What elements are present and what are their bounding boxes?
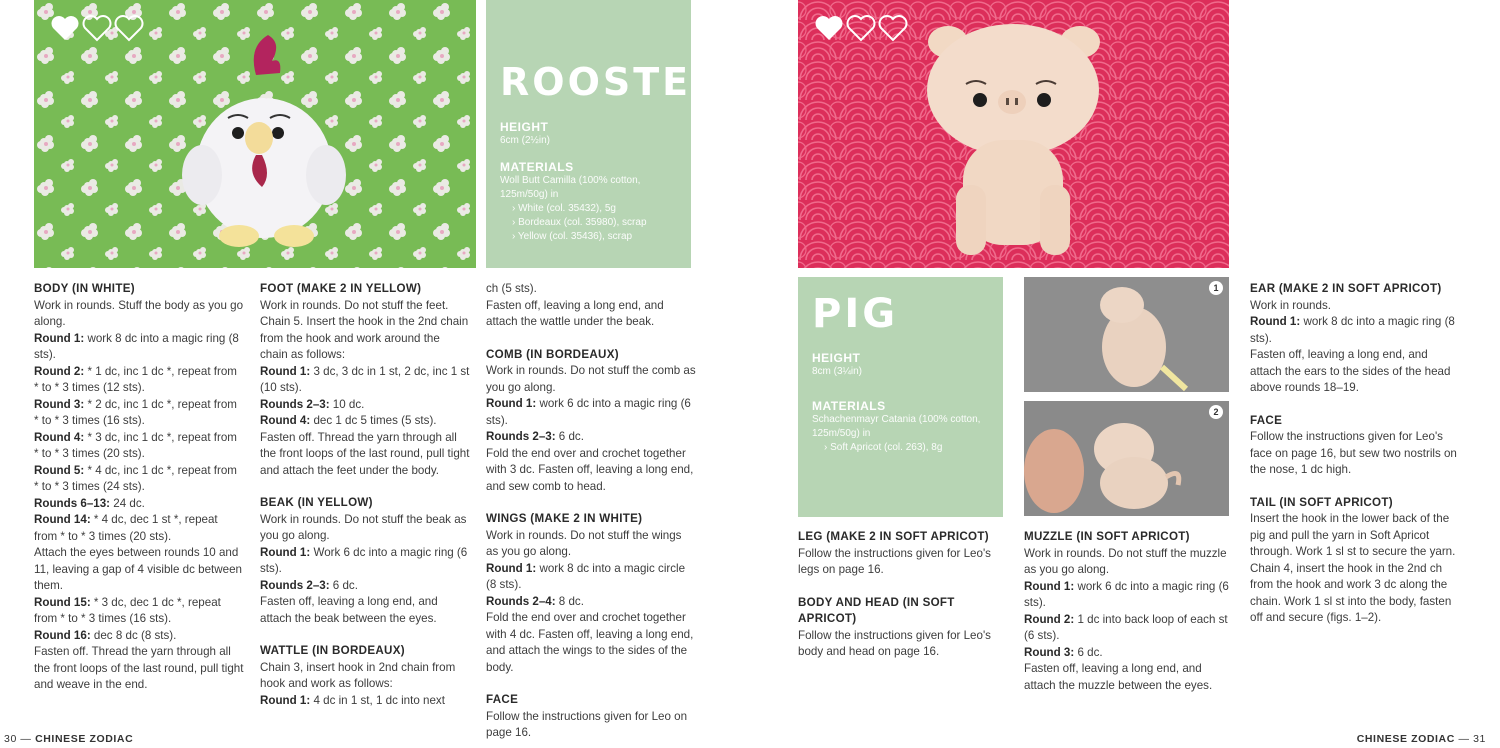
round-instruction: Round 14: * 4 dc, dec 1 st *, repeat from * to * 3 times (20 sts). [34, 513, 218, 543]
instruction-text: Fasten off. Thread the yarn through all the front loops of the last round, pull tight and weave in the end. [34, 645, 244, 691]
instruction-text: Attach the eyes between rounds 10 and 11, leaving a gap of 4 visible dc between them. [34, 546, 242, 592]
materials-label: MATERIALS [812, 399, 886, 413]
instruction-text: Work in rounds. Do not stuff the muzzle as you go along. [1024, 546, 1227, 576]
section-heading: COMB (IN BORDEAUX) [486, 347, 619, 361]
round-instruction: Rounds 2–3: 6 dc. [260, 578, 358, 592]
instruction-text: Fold the end over and crochet together with 3 dc. Fasten off, leaving a long end, and sew comb to head. [486, 446, 694, 493]
round-instruction: Round 1: work 6 dc into a magic ring (6 sts). [1024, 579, 1229, 609]
heart-outline-icon [878, 14, 908, 42]
figure-2 [1024, 401, 1229, 516]
round-instruction: Round 1: work 8 dc into a magic circle (8 sts). [486, 561, 686, 591]
round-instruction: Round 1: work 6 dc into a magic ring (6 sts). [486, 397, 691, 427]
section-heading: LEG (MAKE 2 IN SOFT APRICOT) [798, 530, 989, 543]
instruction-text: Work in rounds. Do not stuff the comb as you go along. [486, 364, 696, 394]
materials-list [812, 441, 989, 455]
round-instruction: Rounds 2–3: 10 dc. [260, 397, 365, 411]
instruction-text: Fold the end over and crochet together with 4 dc. Fasten off, leaving a long end, and attach the wings to the sides of the body. [486, 611, 694, 674]
round-instruction: Round 16: dec 8 dc (8 sts). [34, 628, 177, 642]
pig-tail-finished-photo [1024, 401, 1229, 516]
height-label: HEIGHT [812, 351, 861, 365]
heart-outline-icon [114, 14, 144, 42]
instruction-text: Fasten off, leaving a long end, and attach the wattle under the beak. [486, 298, 664, 328]
difficulty-hearts [50, 14, 144, 42]
instruction-text: Work in rounds. [1250, 298, 1331, 312]
instructions-column-3 [486, 281, 696, 742]
page-footer-left [4, 733, 133, 745]
round-instruction: Round 1: Work 6 dc into a magic ring (6 sts). [260, 545, 468, 575]
section-heading: FACE [1250, 413, 1283, 427]
section-heading: BODY AND HEAD (IN SOFT APRICOT) [798, 595, 955, 625]
instruction-text: Insert the hook in the lower back of the pig and pull the yarn in Soft Apricot through. Work 1 sl st to secure the yarn. Chain 4, insert the hook in the 2nd ch from the hook and work 3 dc along the chain. Work 1 sl st into the body, fasten off and secure (figs. 1–2). [1250, 512, 1456, 624]
round-instruction: Rounds 2–3: 6 dc. [486, 430, 584, 443]
section-heading: FACE [486, 693, 519, 706]
instructions-column-1 [34, 281, 244, 694]
instruction-text: Work in rounds. Do not stuff the wings as you go along. [486, 528, 682, 558]
instruction-text: Fasten off, leaving a long end, and attach the ears to the sides of the head above rounds 18–19. [1250, 348, 1451, 394]
pig-photo [798, 0, 1229, 268]
section-heading: WATTLE (IN BORDEAUX) [260, 644, 405, 657]
height-label: HEIGHT [500, 120, 549, 134]
figure-1 [1024, 277, 1229, 392]
round-instruction: Round 15: * 3 dc, dec 1 dc *, repeat from * to * 3 times (16 sts). [34, 595, 221, 625]
materials-list [500, 202, 677, 244]
pig-tail-step-photo [1024, 277, 1229, 392]
height-value: 6cm (2½in) [500, 135, 551, 146]
materials-item: › Yellow (col. 35436), scrap [512, 231, 633, 242]
section-name: CHINESE ZODIAC [35, 733, 134, 745]
section-name: CHINESE ZODIAC [1356, 733, 1455, 745]
figure-number: 2 [1209, 405, 1223, 419]
materials-item: › Bordeaux (col. 35980), scrap [512, 217, 647, 228]
instructions-column-6 [1250, 281, 1460, 627]
round-instruction: Round 2: 1 dc into back loop of each st (6 sts). [1024, 612, 1228, 642]
section-heading: BODY (IN WHITE) [34, 282, 135, 295]
project-title: ROOSTER [500, 60, 724, 104]
materials-label: MATERIALS [500, 160, 574, 174]
pig-info-box [798, 277, 1003, 517]
instruction-text: Follow the instructions given for Leo on page 16. [486, 709, 688, 739]
instruction-text: Chain 3, insert hook in 2nd chain from hook and work as follows: [260, 660, 456, 690]
difficulty-hearts [814, 14, 908, 42]
section-heading: WINGS (MAKE 2 IN WHITE) [486, 512, 643, 525]
instruction-text: Work in rounds. Stuff the body as you go along. [34, 298, 244, 328]
instruction-text: Work in rounds. Do not stuff the feet. Chain 5. Insert the hook in the 2nd chain from the hook and work around the chain as follows: [260, 298, 469, 361]
round-instruction: Round 3: 6 dc. [1024, 645, 1103, 659]
materials-item: › Soft Apricot (col. 263), 8g [824, 442, 943, 453]
instruction-text: ch (5 sts). [486, 282, 537, 295]
section-heading: BEAK (IN YELLOW) [260, 496, 373, 509]
page-number: 30 [4, 733, 17, 745]
project-title: PIG [812, 291, 899, 337]
materials-item: › White (col. 35432), 5g [512, 203, 616, 214]
round-instruction: Rounds 2–4: 8 dc. [486, 594, 584, 608]
instruction-text: Follow the instructions given for Leo's body and head on page 16. [798, 628, 991, 658]
round-instruction: Round 1: work 8 dc into a magic ring (8 sts). [34, 331, 239, 361]
round-instruction: Round 1: 3 dc, 3 dc in 1 st, 2 dc, inc 1 st (10 sts). [260, 364, 470, 394]
materials-intro: Schachenmayr Catania (100% cotton, 125m/50g) in [812, 414, 981, 439]
section-heading: TAIL (IN SOFT APRICOT) [1250, 495, 1393, 509]
rooster-info-box [486, 0, 724, 268]
instruction-text: Follow the instructions given for Leo's legs on page 16. [798, 546, 991, 576]
page-number: 31 [1473, 733, 1486, 745]
materials-intro: Woll Butt Camilla (100% cotton, 125m/50g) in [500, 175, 641, 200]
instruction-text: Fasten off, leaving a long end, and attach the beak between the eyes. [260, 595, 438, 625]
instructions-column-2 [260, 281, 470, 709]
instruction-text: Follow the instructions given for Leo's face on page 16, but sew two nostrils on the nose, 1 dc high. [1250, 430, 1457, 476]
round-instruction: Rounds 6–13: 24 dc. [34, 496, 145, 510]
section-heading: MUZZLE (IN SOFT APRICOT) [1024, 530, 1190, 543]
round-instruction: Round 1: 4 dc in 1 st, 1 dc into next [260, 693, 445, 707]
heart-outline-icon [82, 14, 112, 42]
section-heading: FOOT (MAKE 2 IN YELLOW) [260, 282, 422, 295]
section-heading: EAR (MAKE 2 IN SOFT APRICOT) [1250, 282, 1442, 295]
round-instruction: Round 3: * 2 dc, inc 1 dc *, repeat from * to * 3 times (16 sts). [34, 397, 237, 427]
heart-filled-icon [50, 14, 80, 42]
figure-number: 1 [1209, 281, 1223, 295]
rooster-photo [34, 0, 476, 268]
height-value: 8cm (3¼in) [812, 366, 863, 377]
footer-dash: — [20, 733, 32, 745]
round-instruction: Round 2: * 1 dc, inc 1 dc *, repeat from * to * 3 times (12 sts). [34, 364, 237, 394]
instruction-text: Work in rounds. Do not stuff the beak as you go along. [260, 512, 467, 542]
page-footer-right [1357, 733, 1486, 745]
instructions-column-4 [798, 529, 1008, 661]
heart-filled-icon [814, 14, 844, 42]
instruction-text: Fasten off, leaving a long end, and attach the muzzle between the eyes. [1024, 662, 1213, 692]
footer-dash: — [1458, 733, 1470, 745]
heart-outline-icon [846, 14, 876, 42]
round-instruction: Round 5: * 4 dc, inc 1 dc *, repeat from * to * 3 times (24 sts). [34, 463, 237, 493]
round-instruction: Round 4: dec 1 dc 5 times (5 sts). [260, 414, 437, 427]
instruction-text: Fasten off. Thread the yarn through all the front loops of the last round, pull tight and attach the feet under the body. [260, 430, 470, 477]
instructions-column-5 [1024, 529, 1234, 694]
round-instruction: Round 4: * 3 dc, inc 1 dc *, repeat from * to * 3 times (20 sts). [34, 430, 237, 460]
round-instruction: Round 1: work 8 dc into a magic ring (8 sts). [1250, 315, 1455, 345]
